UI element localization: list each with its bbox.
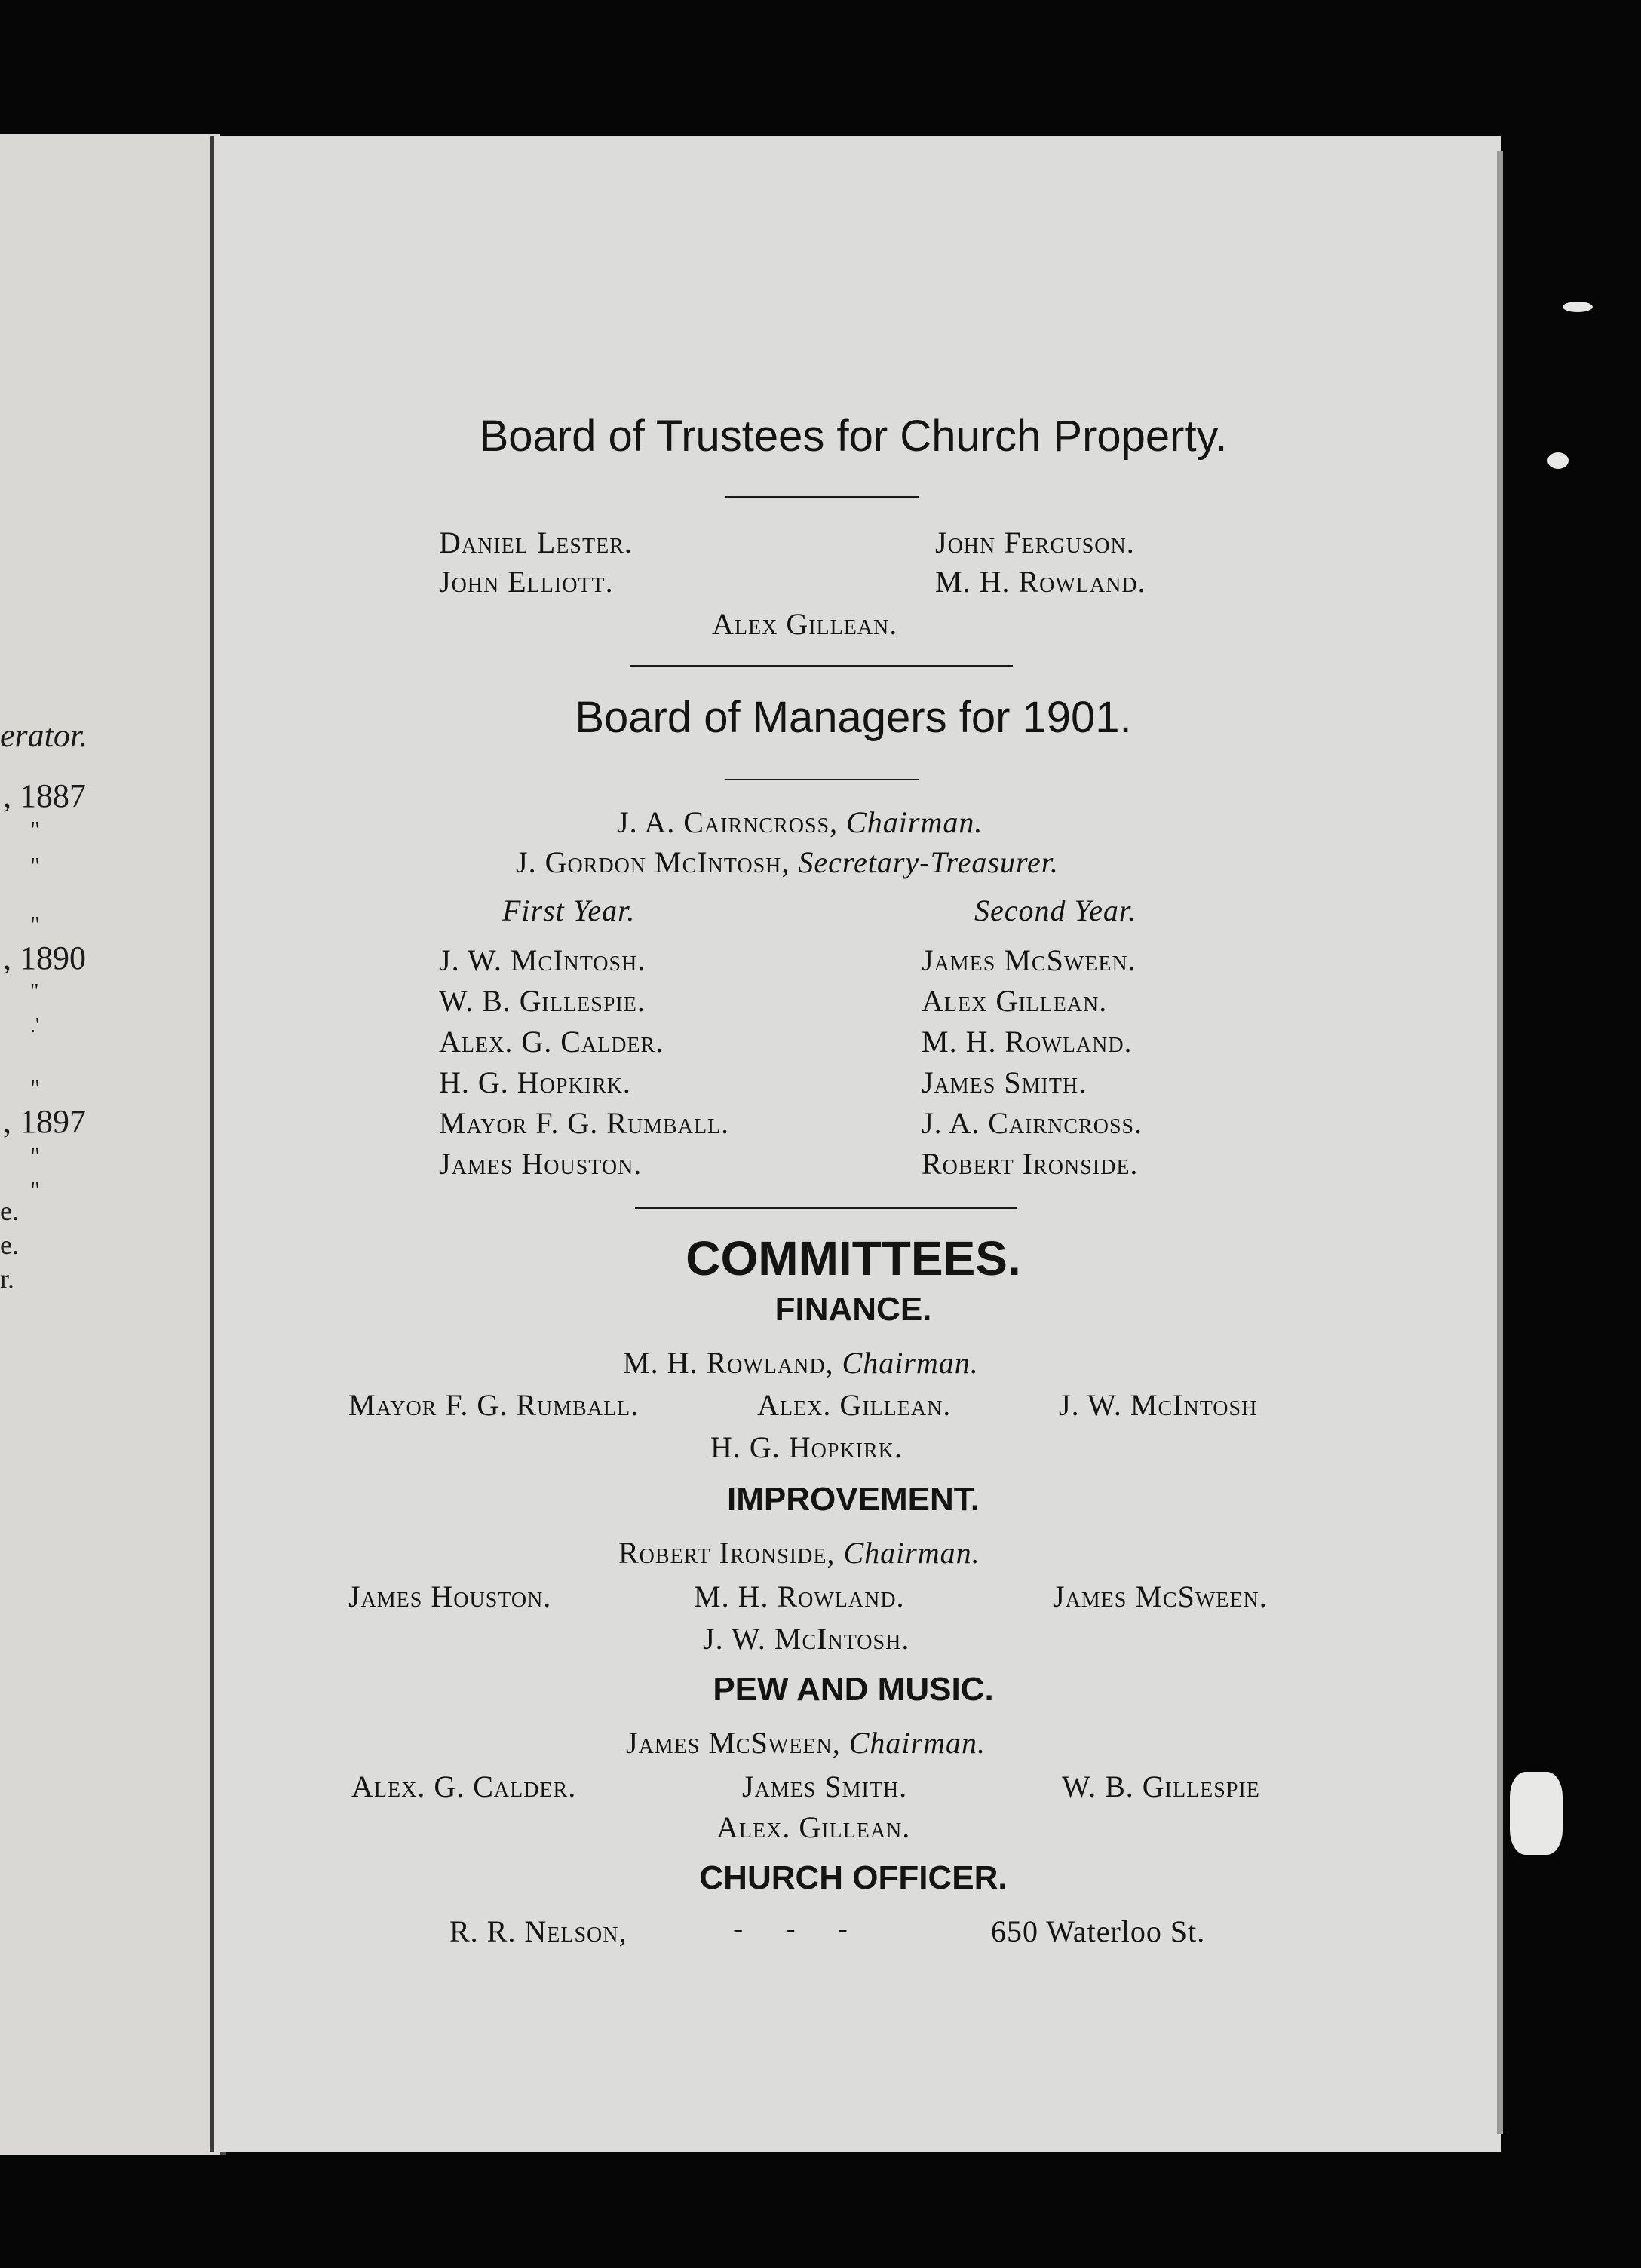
first-year-member: Alex. G. Calder. (439, 1025, 664, 1059)
left-fragment: e. (0, 1196, 19, 1226)
finance-title: FINANCE. (774, 1291, 932, 1328)
pew-music-chair-role: Chairman. (848, 1726, 986, 1760)
improvement-member: James McSween. (1053, 1580, 1268, 1614)
managers-chairman-line (617, 805, 983, 840)
second-year-member: Robert Ironside. (922, 1147, 1139, 1181)
pew-music-member: James Smith. (742, 1770, 908, 1804)
pew-music-member: Alex. G. Calder. (351, 1770, 577, 1804)
church-officer-address: 650 Waterloo St. (991, 1914, 1206, 1948)
finance-member: Mayor F. G. Rumball. (348, 1388, 640, 1422)
managers-chairman-name: J. A. Cairncross, (617, 805, 839, 839)
left-fragment: " (30, 980, 39, 1004)
left-fragment: .' (30, 1014, 40, 1037)
second-year-member: Alex Gillean. (922, 984, 1108, 1018)
church-officer-dashes: - - - (733, 1911, 848, 1945)
second-year-member: J. A. Cairncross. (922, 1106, 1143, 1140)
first-year-label: First Year. (502, 893, 636, 927)
left-fragment: " (30, 852, 41, 879)
left-fragment: " (30, 911, 41, 938)
managers-secretary-line (516, 844, 1059, 880)
margin-speck (1510, 1772, 1563, 1855)
left-fragment: " (30, 1074, 41, 1102)
left-fragment: " (30, 816, 41, 843)
second-year-label: Second Year. (974, 893, 1136, 927)
pew-music-member: Alex. Gillean. (716, 1810, 911, 1844)
second-year-member: M. H. Rowland. (922, 1025, 1133, 1059)
church-officer-name: R. R. Nelson, (449, 1914, 627, 1948)
left-fragment: e. (0, 1230, 19, 1260)
right-page-edge (1497, 151, 1503, 2134)
trustee-name: M. H. Rowland. (935, 565, 1146, 599)
managers-secretary-name: J. Gordon McIntosh, (516, 845, 790, 879)
first-year-member: W. B. Gillespie. (439, 984, 646, 1018)
trustees-title: Board of Trustees for Church Property. (479, 412, 1228, 461)
divider-rule (630, 665, 1013, 667)
trustee-name: Alex Gillean. (712, 607, 898, 641)
committees-title: COMMITTEES. (686, 1231, 1021, 1286)
divider-rule (635, 1207, 1017, 1209)
managers-title: Board of Managers for 1901. (575, 693, 1132, 742)
left-fragment: r. (0, 1264, 15, 1294)
finance-chair-name: M. H. Rowland, (623, 1346, 834, 1380)
trustee-name: John Ferguson. (935, 526, 1135, 559)
trustee-name: Daniel Lester. (439, 526, 633, 559)
improvement-chair-name: Robert Ironside, (618, 1536, 836, 1570)
finance-member: J. W. McIntosh (1059, 1388, 1258, 1422)
left-fragment: , 1890 (3, 939, 86, 976)
pew-music-title: PEW AND MUSIC. (713, 1671, 994, 1708)
divider-rule (725, 779, 919, 780)
left-fragment: " (30, 1176, 41, 1203)
margin-speck (1547, 452, 1569, 469)
left-fragment: erator. (0, 717, 88, 754)
second-year-member: James Smith. (922, 1065, 1087, 1099)
improvement-member: J. W. McIntosh. (703, 1622, 910, 1656)
left-fragment: " (30, 1142, 41, 1169)
pew-music-chair-line (626, 1725, 986, 1761)
managers-chairman-role: Chairman. (846, 805, 983, 839)
improvement-member: M. H. Rowland. (694, 1580, 905, 1614)
second-year-member: James McSween. (922, 943, 1136, 977)
finance-chair-line (623, 1345, 979, 1381)
first-year-member: James Houston. (439, 1147, 643, 1181)
left-fragment: , 1887 (3, 777, 86, 814)
improvement-title: IMPROVEMENT. (727, 1481, 980, 1518)
finance-member: H. G. Hopkirk. (710, 1430, 903, 1464)
first-year-member: H. G. Hopkirk. (439, 1065, 631, 1099)
divider-rule (725, 496, 919, 498)
finance-member: Alex. Gillean. (757, 1388, 952, 1422)
improvement-chair-role: Chairman. (843, 1536, 980, 1570)
improvement-member: James Houston. (348, 1580, 552, 1614)
pew-music-member: W. B. Gillespie (1062, 1770, 1260, 1804)
finance-chair-role: Chairman. (842, 1346, 979, 1380)
margin-speck (1563, 302, 1593, 312)
managers-secretary-role: Secretary-Treasurer. (798, 845, 1059, 879)
first-year-member: J. W. McIntosh. (439, 943, 646, 977)
trustee-name: John Elliott. (439, 565, 614, 599)
pew-music-chair-name: James McSween, (626, 1726, 841, 1760)
left-fragment: , 1897 (3, 1103, 86, 1140)
improvement-chair-line (618, 1535, 980, 1571)
first-year-member: Mayor F. G. Rumball. (439, 1106, 730, 1140)
church-officer-title: CHURCH OFFICER. (699, 1859, 1008, 1896)
